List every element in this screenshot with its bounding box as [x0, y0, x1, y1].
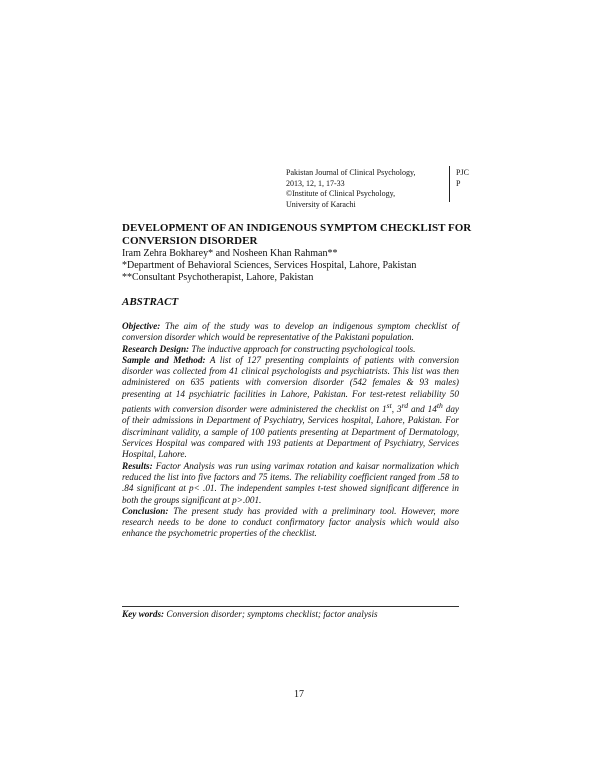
conclusion-paragraph: [122, 506, 459, 540]
keywords-label: Key words:: [122, 609, 165, 619]
method-paragraph: [122, 355, 459, 461]
paper-title: DEVELOPMENT OF AN INDIGENOUS SYMPTOM CHECKLIST FOR CONVERSION DISORDER: [122, 222, 472, 247]
journal-code-line2: P: [456, 178, 461, 188]
method-text-d: day of their admissions in Department of Psychiatry, Services hospital, Lahore, Pakistan. For discriminant validity, a sample of 100 patients presenting at Department of Dermatology, Services Hospital was compared with 193 patients at Department of Psychiatry, Services Hospital, Lahore.: [122, 404, 460, 460]
method-text-b: , 3: [391, 404, 402, 415]
method-text-c: and 14: [408, 404, 437, 415]
journal-publisher: ©Institute of Clinical Psychology,: [286, 189, 396, 198]
design-label: Research Design:: [122, 343, 190, 354]
abstract-heading: ABSTRACT: [122, 296, 179, 308]
design-paragraph: [122, 344, 459, 355]
journal-university: University of Karachi: [286, 199, 356, 209]
journal-code: [456, 168, 469, 189]
keywords-text: Conversion disorder; symptoms checklist; factor analysis: [164, 609, 378, 619]
author-names: Iram Zehra Bokharey* and Nosheen Khan Rahman**: [122, 248, 338, 259]
affiliation-1: *Department of Behavioral Sciences, Services Hospital, Lahore, Pakistan: [122, 260, 417, 271]
design-text: The inductive approach for constructing psychological tools.: [189, 343, 416, 354]
conclusion-text: The present study has provided with a preliminary tool. However, more research needs to be done to conduct confirmatory factor analysis which would also enhance the psychometric properties of the checklist.: [122, 505, 459, 539]
author-block: [122, 248, 482, 284]
objective-label: Objective:: [122, 321, 161, 331]
journal-citation: [286, 168, 454, 210]
results-text: Factor Analysis was run using varimax rotation and kaisar normalization which reduced the list into five factors and 75 items. The reliability coefficient ranged from .58 to .84 significant at p< .01. The independent samples t-test showed significant difference in both the groups significant at p>.001.: [122, 460, 459, 505]
journal-code-line1: PJC: [456, 168, 469, 177]
page-number: 17: [294, 689, 304, 700]
superscript-st: st: [386, 401, 392, 411]
objective-text: The aim of the study was to develop an indigenous symptom checklist of conversion disorder which would be representative of the Pakistani population.: [122, 321, 459, 343]
results-label: Results:: [122, 460, 153, 471]
objective-paragraph: [122, 321, 459, 344]
keywords-divider: [122, 606, 459, 607]
conclusion-label: Conclusion:: [122, 505, 169, 516]
method-text-a: A list of 127 presenting complaints of patients with conversion disorder was collected from 41 clinical psychologists and psychiatrists. This list was then administered on 635 patients with conversion disorder (542 females & 93 males) presenting at 14 psychiatric facilities in Lahore, Pakistan. For test-retest reliability 50 patients with conversion disorder were administered the checklist on 1: [122, 354, 459, 415]
affiliation-2: **Consultant Psychotherapist, Lahore, Pakistan: [122, 272, 314, 283]
superscript-th: th: [436, 401, 443, 411]
journal-name: Pakistan Journal of Clinical Psychology,: [286, 168, 416, 177]
method-label: Sample and Method:: [122, 354, 206, 365]
abstract-body: [122, 321, 459, 540]
journal-divider: [449, 166, 450, 202]
superscript-rd: rd: [401, 401, 409, 411]
keywords-line: [122, 609, 459, 619]
journal-volume: 2013, 12, 1, 17-33: [286, 178, 345, 188]
results-paragraph: [122, 461, 459, 506]
